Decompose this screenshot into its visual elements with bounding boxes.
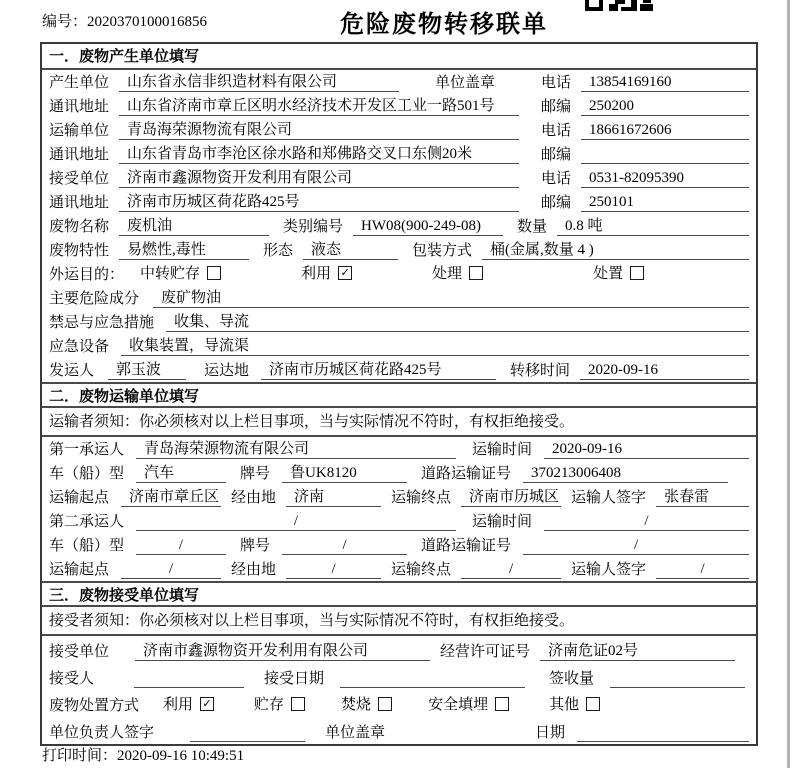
form-row xyxy=(42,262,756,286)
field-underline xyxy=(282,464,407,483)
checkbox-label: 安全填埋 xyxy=(428,697,489,713)
field-label: 主要危险成分 xyxy=(49,291,140,307)
form-row xyxy=(42,286,756,310)
field-label: 运达地 xyxy=(204,363,250,379)
field-value: 张春雷 xyxy=(664,489,710,505)
field-value: 青岛海荣源物流有限公司 xyxy=(144,441,310,457)
field-value: 汽车 xyxy=(144,465,175,481)
section-notice: 运输者须知：你必须核对以上栏目事项，当与实际情况不符时，有权拒绝接受。 xyxy=(42,408,756,437)
print-time-label: 打印时间： xyxy=(42,748,118,764)
field-underline xyxy=(581,97,749,116)
field-underline xyxy=(108,361,186,380)
checkbox-unchecked-icon xyxy=(586,697,600,711)
field-underline xyxy=(166,313,749,332)
form-row xyxy=(42,118,756,142)
field-underline xyxy=(261,361,496,380)
form-row xyxy=(42,533,756,557)
checkbox-label: 利用 xyxy=(163,697,194,713)
field-value: 济南市历城区荷花路425号 xyxy=(127,194,300,210)
field-label: 转移时间 xyxy=(510,363,571,379)
field-label: 运输起点 xyxy=(49,562,110,578)
field-value: 废矿物油 xyxy=(161,290,222,306)
field-underline xyxy=(119,97,519,116)
field-label: 产生单位 xyxy=(49,75,110,91)
field-value: 济南市历城区荷花路425号 xyxy=(269,362,442,378)
checkbox-option xyxy=(254,693,305,714)
field-value: 山东省济南市章丘区明水经济技术开发区工业一路501号 xyxy=(127,98,495,114)
field-value: 250101 xyxy=(589,194,634,210)
checkbox-label: 中转贮存 xyxy=(140,266,201,282)
checkbox-option xyxy=(593,262,644,283)
field-value: 桶(金属,数量 4 ) xyxy=(490,242,594,258)
form-row xyxy=(42,334,756,358)
field-label: 运输人签字 xyxy=(571,490,647,506)
field-underline xyxy=(121,337,749,356)
field-value: HW08(900-249-08) xyxy=(361,218,482,234)
checkbox-option xyxy=(549,693,600,714)
field-underline xyxy=(540,642,735,661)
field-value: / xyxy=(168,561,174,577)
checkbox-label: 处理 xyxy=(432,266,463,282)
field-label: 运输终点 xyxy=(391,562,452,578)
field-underline xyxy=(153,289,749,308)
field-underline xyxy=(136,440,456,459)
form-row xyxy=(42,310,756,334)
field-underline xyxy=(353,217,503,236)
field-label: 道路运输证号 xyxy=(421,538,512,554)
field-underline-blank xyxy=(581,145,749,164)
section-header: 三．废物接受单位填写 xyxy=(42,581,756,607)
field-value: 济南市章丘区 xyxy=(129,489,220,505)
field-underline xyxy=(581,73,749,92)
field-label: 车（船）型 xyxy=(49,538,125,554)
field-label: 通讯地址 xyxy=(49,99,110,115)
field-label: 废物名称 xyxy=(49,219,110,235)
field-value: 18661672606 xyxy=(589,122,672,138)
field-value: 2020-09-16 xyxy=(552,441,623,457)
checkbox-unchecked-icon xyxy=(630,266,644,280)
form-row xyxy=(42,717,756,744)
field-value: / xyxy=(700,561,705,577)
field-underline xyxy=(119,193,519,212)
field-value: 370213006408 xyxy=(531,465,622,481)
field-label: 第一承运人 xyxy=(49,442,125,458)
field-value: 青岛海荣源物流有限公司 xyxy=(127,122,293,138)
form-row xyxy=(42,557,756,581)
field-underline xyxy=(282,536,407,555)
field-value: 液态 xyxy=(311,242,342,258)
checkbox-label: 利用 xyxy=(301,266,332,282)
checkbox-option xyxy=(428,693,509,714)
checkbox-unchecked-icon xyxy=(207,266,221,280)
field-value: 2020-09-16 xyxy=(588,362,659,378)
checkbox-option xyxy=(301,262,352,283)
field-label: 经营许可证号 xyxy=(440,644,531,660)
field-value: 13854169160 xyxy=(589,74,672,90)
field-underline xyxy=(135,642,430,661)
field-value: 250200 xyxy=(589,98,634,114)
field-underline xyxy=(136,464,226,483)
field-underline xyxy=(482,241,749,260)
field-label: 通讯地址 xyxy=(49,195,110,211)
field-value: / xyxy=(633,537,639,553)
section-notice: 接受者须知：你必须核对以上栏目事项，当与实际情况不符时，有权拒绝接受。 xyxy=(42,607,756,636)
field-label: 包装方式 xyxy=(412,243,473,259)
field-label: 邮编 xyxy=(540,195,571,211)
field-underline xyxy=(136,536,226,555)
document-number-label: 编号： xyxy=(42,14,88,30)
field-value: 收集装置，导流渠 xyxy=(129,338,250,354)
field-label: 运输时间 xyxy=(472,442,533,458)
field-underline xyxy=(581,121,749,140)
field-underline-blank xyxy=(577,723,749,742)
field-underline xyxy=(557,217,749,236)
field-label: 邮编 xyxy=(540,147,571,163)
field-label: 废物处置方式 xyxy=(49,698,140,714)
field-underline-blank xyxy=(610,669,745,688)
section-header: 一．废物产生单位填写 xyxy=(42,44,756,70)
field-underline xyxy=(581,193,749,212)
field-label: 电话 xyxy=(540,123,571,139)
field-underline xyxy=(461,488,561,507)
field-label: 禁忌与应急措施 xyxy=(49,315,155,331)
field-label: 牌号 xyxy=(240,466,271,482)
checkbox-unchecked-icon xyxy=(495,697,509,711)
field-underline xyxy=(303,241,398,260)
checkbox-option xyxy=(432,262,483,283)
field-label: 接受单位 xyxy=(49,644,110,660)
field-label: 第二承运人 xyxy=(49,514,125,530)
field-underline-blank xyxy=(190,723,305,742)
field-label: 发运人 xyxy=(49,363,95,379)
form-section xyxy=(42,581,756,744)
field-value: 济南市鑫源物资开发利用有限公司 xyxy=(143,643,369,659)
field-label: 运输单位 xyxy=(49,123,110,139)
field-underline xyxy=(580,361,749,380)
section-header: 二．废物运输单位填写 xyxy=(42,382,756,408)
field-underline xyxy=(581,169,749,188)
checkbox-option xyxy=(163,693,214,714)
print-time-value: 2020-09-16 10:49:51 xyxy=(117,748,245,764)
form-row xyxy=(42,461,756,485)
form-row xyxy=(42,437,756,461)
form-row xyxy=(42,94,756,118)
field-underline xyxy=(121,560,221,579)
qr-code-fragment xyxy=(585,0,653,11)
field-value: 郭玉波 xyxy=(116,362,162,378)
field-underline xyxy=(523,464,728,483)
form-row xyxy=(42,190,756,214)
checkbox-label: 贮存 xyxy=(254,697,285,713)
field-underline xyxy=(119,121,519,140)
field-underline xyxy=(461,560,561,579)
checkbox-label: 其他 xyxy=(549,697,580,713)
field-label: 牌号 xyxy=(240,538,271,554)
print-time xyxy=(42,744,244,765)
field-label: 外运目的： xyxy=(49,267,125,283)
field-label: 类别编号 xyxy=(283,219,344,235)
field-label: 运输终点 xyxy=(391,490,452,506)
form-row xyxy=(42,142,756,166)
field-label: 运输起点 xyxy=(49,490,110,506)
field-underline xyxy=(656,488,749,507)
field-underline xyxy=(119,73,399,92)
manifest-form xyxy=(40,42,758,746)
field-underline xyxy=(121,488,221,507)
form-section xyxy=(42,382,756,581)
field-value: / xyxy=(644,513,649,529)
field-label: 废物特性 xyxy=(49,243,110,259)
field-label: 接受人 xyxy=(49,671,95,687)
field-underline xyxy=(544,440,749,459)
field-value: 山东省永信非织造材料有限公司 xyxy=(127,74,338,90)
field-value: 济南市鑫源物资开发利用有限公司 xyxy=(127,170,353,186)
page-edge-line xyxy=(787,0,790,768)
page-title: 危险废物转移联单 xyxy=(340,11,548,38)
field-label: 邮编 xyxy=(540,99,571,115)
checkbox-label: 焚烧 xyxy=(341,697,372,713)
field-value: 废机油 xyxy=(127,218,173,234)
field-underline xyxy=(119,145,519,164)
field-value: 易燃性,毒性 xyxy=(127,242,206,258)
field-underline xyxy=(119,217,269,236)
field-value: 收集、导流 xyxy=(174,314,250,330)
field-value: 山东省青岛市李沧区徐水路和郑佛路交叉口东侧20米 xyxy=(127,146,473,162)
field-underline xyxy=(136,512,456,531)
field-label: 运输时间 xyxy=(472,514,533,530)
field-value: 济南 xyxy=(294,489,325,505)
field-underline xyxy=(523,536,749,555)
field-label: 运输人签字 xyxy=(571,562,647,578)
field-underline xyxy=(286,488,381,507)
field-label: 通讯地址 xyxy=(49,147,110,163)
checkbox-unchecked-icon xyxy=(469,266,483,280)
form-row xyxy=(42,238,756,262)
form-row xyxy=(42,358,756,382)
checkbox-unchecked-icon xyxy=(291,697,305,711)
field-label: 经由地 xyxy=(231,490,277,506)
field-label: 经由地 xyxy=(231,562,277,578)
document-number-value: 2020370100016856 xyxy=(87,14,208,30)
field-value: 济南危证02号 xyxy=(548,643,639,659)
form-row xyxy=(42,166,756,190)
field-value: / xyxy=(178,537,184,553)
field-value: 0531-82095390 xyxy=(589,170,684,186)
field-label: 车（船）型 xyxy=(49,466,125,482)
field-value: 鲁UK8120 xyxy=(290,465,357,481)
field-value: / xyxy=(293,513,299,529)
field-label: 道路运输证号 xyxy=(421,466,512,482)
field-label: 电话 xyxy=(540,75,571,91)
field-label: 单位盖章 xyxy=(435,75,496,91)
field-value: / xyxy=(331,561,336,577)
field-underline xyxy=(656,560,749,579)
field-value: 0.8 吨 xyxy=(565,218,603,234)
field-label: 接受单位 xyxy=(49,171,110,187)
field-value: 济南市历城区 xyxy=(469,489,560,505)
field-value: / xyxy=(342,537,347,553)
form-row xyxy=(42,636,756,663)
form-row xyxy=(42,663,756,690)
field-label: 形态 xyxy=(263,243,294,259)
checkbox-checked-icon: ✓ xyxy=(200,697,214,711)
field-label: 单位负责人签字 xyxy=(49,725,155,741)
field-underline-blank xyxy=(134,669,244,688)
form-row xyxy=(42,690,756,717)
field-label: 数量 xyxy=(517,219,548,235)
field-underline xyxy=(119,169,519,188)
form-row xyxy=(42,70,756,94)
field-label: 电话 xyxy=(540,171,571,187)
checkbox-checked-icon: ✓ xyxy=(338,266,352,280)
form-row xyxy=(42,485,756,509)
field-label: 签收量 xyxy=(549,671,595,687)
checkbox-option xyxy=(341,693,392,714)
field-underline xyxy=(286,560,381,579)
form-row xyxy=(42,214,756,238)
field-label: 接受日期 xyxy=(264,671,325,687)
field-label: 应急设备 xyxy=(49,339,110,355)
form-section xyxy=(42,44,756,382)
field-underline-blank xyxy=(340,669,525,688)
field-label: 日期 xyxy=(535,725,566,741)
field-label: 单位盖章 xyxy=(325,725,386,741)
checkbox-option xyxy=(140,262,221,283)
checkbox-unchecked-icon xyxy=(378,697,392,711)
form-row xyxy=(42,509,756,533)
checkbox-label: 处置 xyxy=(593,266,624,282)
field-underline xyxy=(119,241,249,260)
field-underline xyxy=(544,512,749,531)
field-value: / xyxy=(508,561,514,577)
